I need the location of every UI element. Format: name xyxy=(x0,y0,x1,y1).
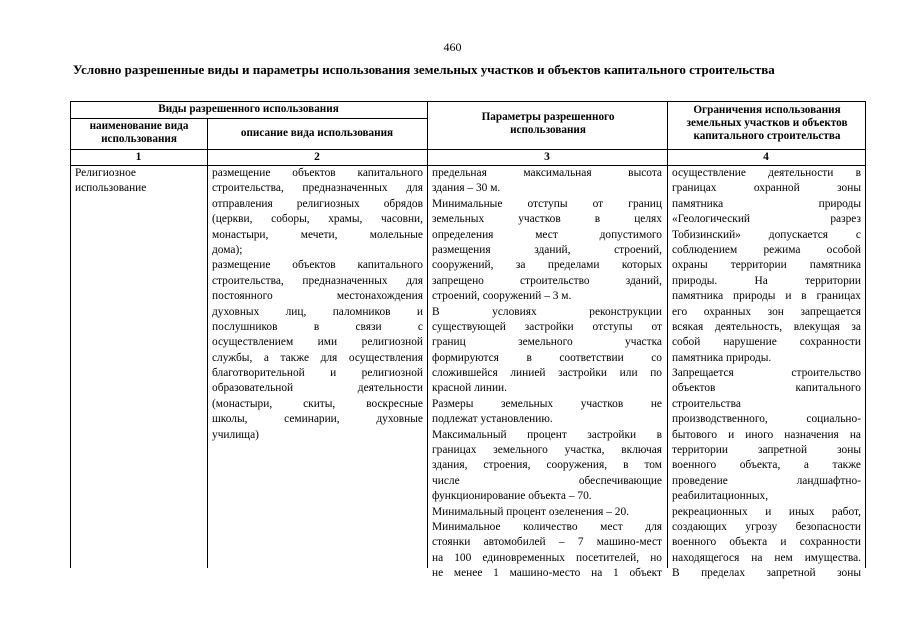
params-line: функционирование объекта – 70. xyxy=(432,490,592,503)
limits-line: проведение ландшафтно- xyxy=(672,474,861,487)
description-line: (церкви, соборы, храмы, часовни, xyxy=(212,213,423,226)
description-line: постоянного местонахождения xyxy=(212,290,423,303)
description-line: монастыри, мечети, молельные xyxy=(212,228,423,241)
description-line: службы, а также для осуществления xyxy=(212,351,423,364)
limits-line: «Геологический разрез xyxy=(672,213,861,226)
description-line: размещение объектов капитального xyxy=(212,259,423,272)
header-parameters: Параметры разрешенного использования xyxy=(481,111,615,136)
parameters-cell xyxy=(432,166,662,582)
description-lines xyxy=(212,166,423,443)
params-line: сложившейся линией застройки или по xyxy=(432,367,662,380)
limits-line: памятника природы и в границах xyxy=(672,290,861,303)
limits-line: памятника природы. xyxy=(672,351,772,364)
limits-line: Тобизинский» допускается с xyxy=(672,228,861,241)
document-title: Условно разрешенные виды и параметры использования земельных участков и объектов капитального строительства xyxy=(73,62,775,77)
params-line: границах земельного участка, включая xyxy=(432,444,662,457)
limits-line: границах охранной зоны xyxy=(672,182,861,195)
table-top-border xyxy=(70,101,866,102)
limits-line: реабилитационных, xyxy=(672,490,769,503)
limits-line: его охранных зон запрещается xyxy=(672,305,861,318)
table-right-border xyxy=(865,101,866,568)
limits-line: осуществление деятельности в xyxy=(672,167,861,179)
limits-line: производственного, социально- xyxy=(672,413,861,426)
params-line: предельная максимальная высота xyxy=(432,167,662,179)
params-line: определения мест допустимого xyxy=(432,228,662,241)
limits-line: В пределах запретной зоны xyxy=(672,567,861,580)
land-use-table xyxy=(70,101,866,580)
params-line: на 100 единовременных посетителей, но xyxy=(432,551,662,564)
description-line: осуществлением ими религиозной xyxy=(212,336,423,349)
description-line: благотворительной и религиозной xyxy=(212,367,423,380)
params-line: границ земельного участка xyxy=(432,336,662,349)
column-divider-1 xyxy=(207,118,208,568)
params-line: Максимальный процент застройки в xyxy=(432,428,662,441)
params-line: стоянки автомобилей – 7 машино-мест xyxy=(432,536,662,549)
params-line: формируются в соответствии со xyxy=(432,351,662,364)
description-line: духовных лиц, паломников и xyxy=(212,305,423,318)
params-line: Минимальные отступы от границ xyxy=(432,197,662,210)
column-number-4: 4 xyxy=(763,151,769,163)
description-line: отправления религиозных обрядов xyxy=(212,197,423,210)
limits-line: Запрещается строительство xyxy=(672,367,861,380)
column-number-2: 2 xyxy=(314,151,320,163)
limits-line: соблюдением режима особой xyxy=(672,243,861,256)
column-number-3: 3 xyxy=(544,151,550,163)
limits-line: военного объекта, а также xyxy=(672,459,861,472)
description-line: (монастыри, скиты, воскресные xyxy=(212,397,423,410)
description-line: образовательной деятельности xyxy=(212,382,423,395)
use-name-text: Религиозное использование xyxy=(75,167,147,195)
description-line: строительства, предназначенных для xyxy=(212,182,423,195)
page-number: 460 xyxy=(443,40,462,54)
params-line: не менее 1 машино-место на 1 объект xyxy=(432,567,662,580)
params-line: подлежат установлению. xyxy=(432,413,553,426)
header-restrictions: Ограничения использования земельных участков и объектов капитального строительства xyxy=(686,104,848,142)
header-use-types: Виды разрешенного использования xyxy=(158,103,339,115)
description-line: послушников в связи с xyxy=(212,320,423,333)
restrictions-cell xyxy=(672,166,861,582)
parameters-lines xyxy=(432,166,662,582)
header-bottom-border xyxy=(70,149,866,150)
params-line: здания – 30 м. xyxy=(432,182,501,195)
limits-line: бытового и иного назначения на xyxy=(672,428,861,441)
column-divider-2 xyxy=(427,101,428,568)
column-number-1: 1 xyxy=(135,151,142,163)
params-line: строений, сооружений – 3 м. xyxy=(432,290,572,303)
description-line: строительства, предназначенных для xyxy=(212,274,423,287)
params-line: красной линии. xyxy=(432,382,507,395)
params-line: В условиях реконструкции xyxy=(432,305,662,318)
column-divider-3 xyxy=(667,101,668,568)
limits-line: строительства xyxy=(672,397,741,410)
use-description-cell xyxy=(212,166,423,443)
params-line: сооружений, за пределами которых xyxy=(432,259,662,272)
limits-line: создающих угрозу безопасности xyxy=(672,520,861,533)
limits-line: памятника природы xyxy=(672,197,861,210)
limits-line: военного объекта и сохранности xyxy=(672,536,861,549)
limits-line: рекреационных и иных работ, xyxy=(672,505,861,518)
subheader-divider xyxy=(70,118,427,119)
limits-line: собой нарушение сохранности xyxy=(672,336,861,349)
description-line: размещение объектов капитального xyxy=(212,167,423,179)
params-line: числе обеспечивающие xyxy=(432,474,662,487)
limits-line: охраны территории памятника xyxy=(672,259,861,272)
params-line: Размеры земельных участков не xyxy=(432,397,662,410)
header-use-description: описание вида использования xyxy=(240,127,394,139)
params-line: Минимальное количество мест для xyxy=(432,520,662,533)
limits-line: территории запретной зоны xyxy=(672,444,861,457)
params-line: Минимальный процент озеленения – 20. xyxy=(432,505,630,518)
restrictions-lines xyxy=(672,166,861,582)
params-line: существующей застройки отступы от xyxy=(432,320,662,333)
params-line: размещения зданий, строений, xyxy=(432,243,662,256)
description-line: школы, семинарии, духовные xyxy=(212,413,423,426)
limits-line: объектов капитального xyxy=(672,382,861,395)
limits-line: всякая деятельность, влекущая за xyxy=(672,320,861,333)
description-line: училища) xyxy=(212,428,259,441)
params-line: земельных участков в целях xyxy=(432,213,662,226)
params-line: запрещено строительство зданий, xyxy=(432,274,662,287)
description-line: дома); xyxy=(212,243,243,256)
use-name-cell xyxy=(75,166,203,197)
params-line: здания, строения, сооружения, в том xyxy=(432,459,662,472)
limits-line: природы. На территории xyxy=(672,274,861,287)
header-use-name: наименование вида использования xyxy=(89,120,189,145)
limits-line: находящегося на нем имущества. xyxy=(672,551,861,564)
table-left-border xyxy=(70,101,71,568)
